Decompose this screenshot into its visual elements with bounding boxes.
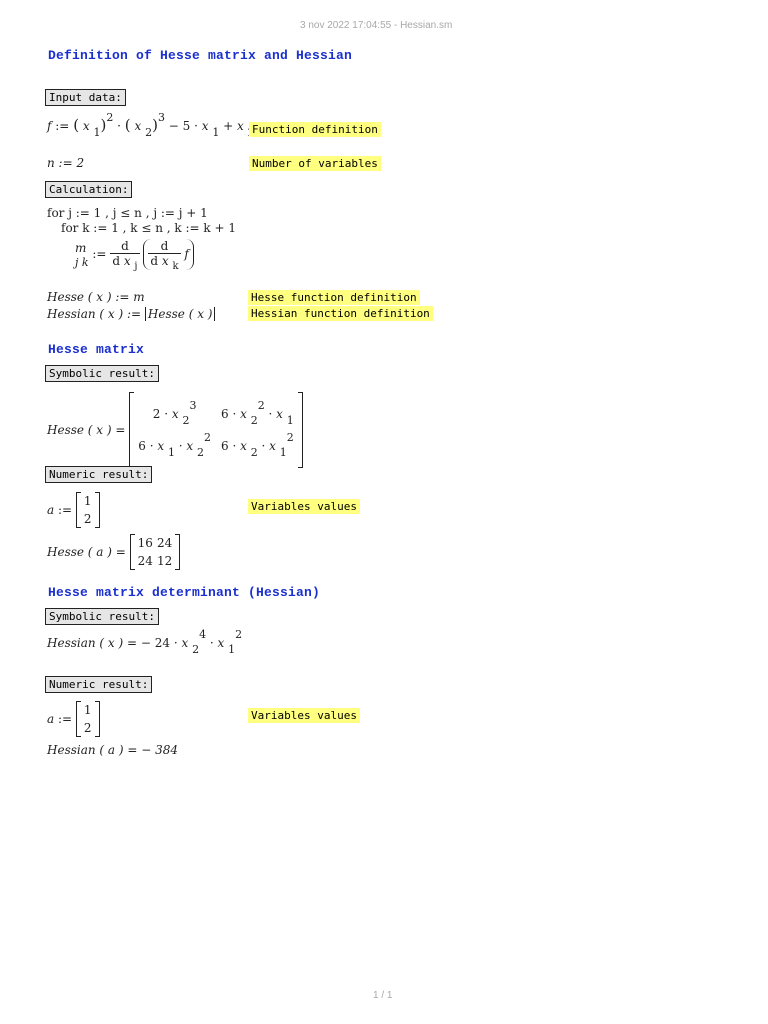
numeric-result-box-1: Numeric result: bbox=[45, 466, 152, 483]
input-data-box: Input data: bbox=[45, 89, 126, 106]
hesse-a-12: 24 bbox=[156, 536, 173, 550]
loop-j: for j := 1 , j ≤ n , j := j + 1 bbox=[47, 206, 208, 220]
hessian-function-definition-note: Hessian function definition bbox=[248, 306, 433, 321]
a1-value: 1 bbox=[83, 494, 92, 508]
hessian-numeric-result: Hessian ( a ) = − 384 bbox=[47, 743, 179, 757]
loop-k: for k := 1 , k ≤ n , k := k + 1 bbox=[61, 221, 237, 235]
variables-values-note-1: Variables values bbox=[248, 499, 360, 514]
hesse-matrix-title: Hesse matrix bbox=[48, 342, 145, 357]
hessian-def-inner: Hesse ( x ) bbox=[145, 307, 216, 321]
a1-value-2: 1 bbox=[83, 703, 92, 717]
number-of-variables-note: Number of variables bbox=[249, 156, 381, 171]
variables-values-note-2: Variables values bbox=[248, 708, 360, 723]
hesse-a-22: 12 bbox=[156, 554, 173, 568]
hessian-function-definition bbox=[47, 307, 215, 321]
a2-value: 2 bbox=[83, 512, 92, 526]
function-definition-formula: f := ( x 1)2 · ( x 2)3 − 5 · x 1 + x bbox=[47, 111, 244, 139]
function-definition-note: Function definition bbox=[249, 122, 381, 137]
hessian-symbolic-result: Hessian ( x ) = − 24 · x 24 · x 12 bbox=[47, 628, 243, 656]
a2-value-2: 2 bbox=[83, 721, 92, 735]
a-vector-1: a := 1 2 bbox=[47, 492, 100, 528]
hesse-numeric-result: Hesse ( a ) = 16 24 24 12 bbox=[47, 534, 180, 570]
main-title: Definition of Hesse matrix and Hessian bbox=[48, 48, 353, 63]
symbolic-result-box-1: Symbolic result: bbox=[45, 365, 159, 382]
hessian-def-left: Hessian ( x ) := bbox=[47, 307, 145, 321]
calculation-box: Calculation: bbox=[45, 181, 132, 198]
hesse-function-definition: Hesse ( x ) := m bbox=[47, 290, 145, 304]
hesse-a-11: 16 bbox=[137, 536, 153, 550]
hessian-title: Hesse matrix determinant (Hessian) bbox=[48, 585, 321, 600]
hesse-element-formula: m j k := $\frac{d}{d x _j}$ $\frac{d}{d x _k}$ f bbox=[75, 239, 194, 270]
symbolic-result-box-2: Symbolic result: bbox=[45, 608, 159, 625]
hesse-symbolic-result: Hesse ( x ) = 2 · x 23 6 · x 22 · x 1 6 · x 1 · x 22 6 · x 2 · x 12 bbox=[47, 392, 303, 468]
hesse-a-21: 24 bbox=[137, 554, 153, 568]
page-number: 1 / 1 bbox=[373, 990, 393, 1001]
hesse-function-definition-note: Hesse function definition bbox=[248, 290, 420, 305]
document-header: 3 nov 2022 17:04:55 - Hessian.sm bbox=[300, 20, 453, 31]
numeric-result-box-2: Numeric result: bbox=[45, 676, 152, 693]
n-definition: n := 2 bbox=[47, 156, 85, 170]
a-vector-2: a := 1 2 bbox=[47, 701, 100, 737]
